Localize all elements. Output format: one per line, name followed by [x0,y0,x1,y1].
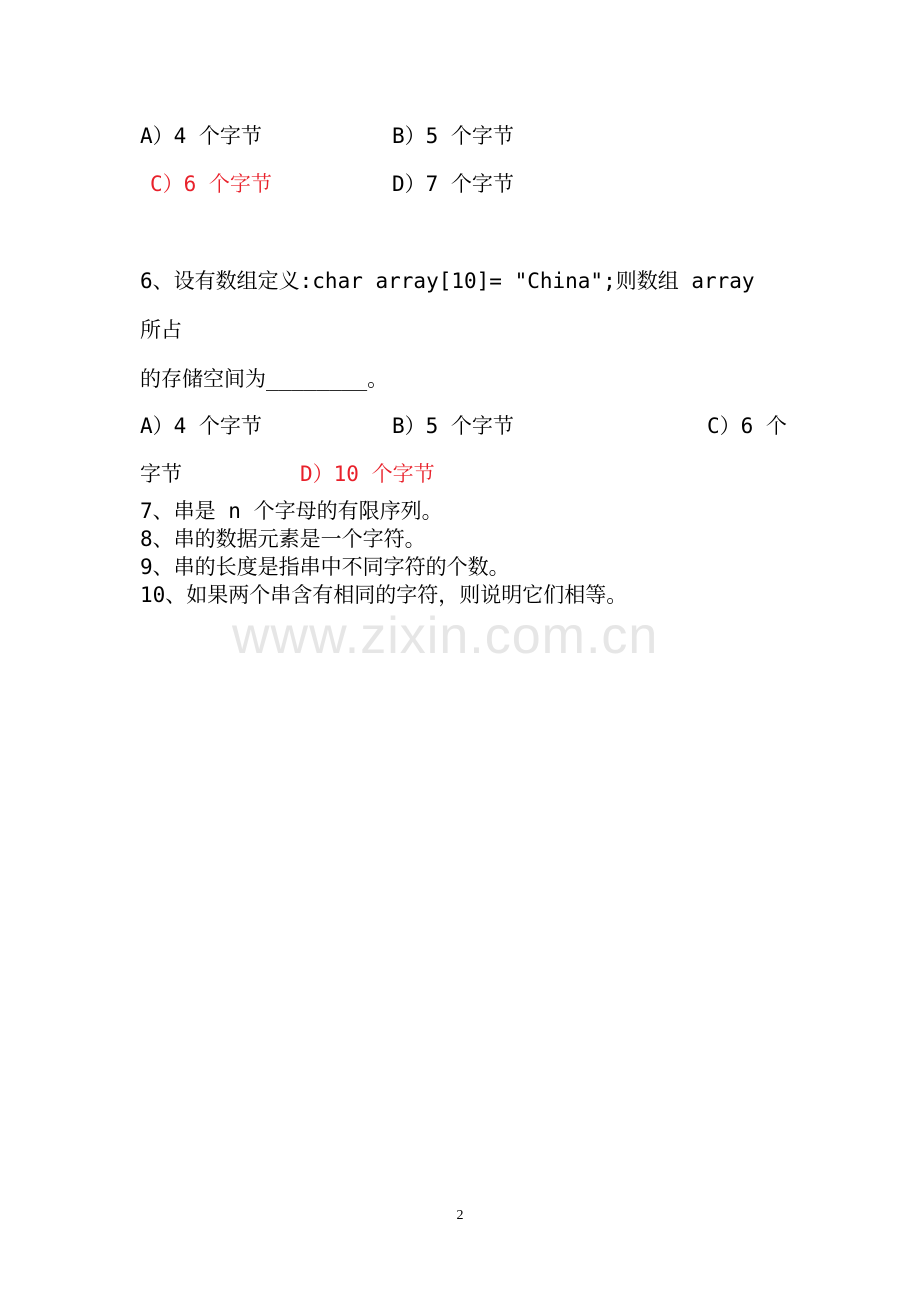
q6-stem-line-1: 6、设有数组定义:char array[10]= "China";则数组 array [140,269,755,293]
statement-7: 7、串是 n 个字母的有限序列。 [140,499,443,523]
q5-option-b: B）5 个字节 [392,124,514,148]
q6-option-b: B）5 个字节 [392,414,514,438]
q6-stem-line-2: 所占 [140,318,182,342]
q6-option-a: A）4 个字节 [140,414,262,438]
q5-option-d: D）7 个字节 [392,172,514,196]
watermark: www.zixin.com.cn [232,607,659,665]
q5-option-c-answer: C）6 个字节 [150,172,272,196]
statement-9: 9、串的长度是指串中不同字符的个数。 [140,555,510,579]
q6-stem-line-3: 的存储空间为________。 [140,367,389,391]
statement-8: 8、串的数据元素是一个字符。 [140,527,426,551]
q6-option-c: C）6 个 [707,414,787,438]
q5-option-a: A）4 个字节 [140,124,262,148]
statement-10: 10、如果两个串含有相同的字符，则说明它们相等。 [140,583,628,607]
q6-option-c-continued: 字节 [140,462,182,486]
q6-option-d-answer: D）10 个字节 [300,462,435,486]
page-number: 2 [456,1208,464,1223]
